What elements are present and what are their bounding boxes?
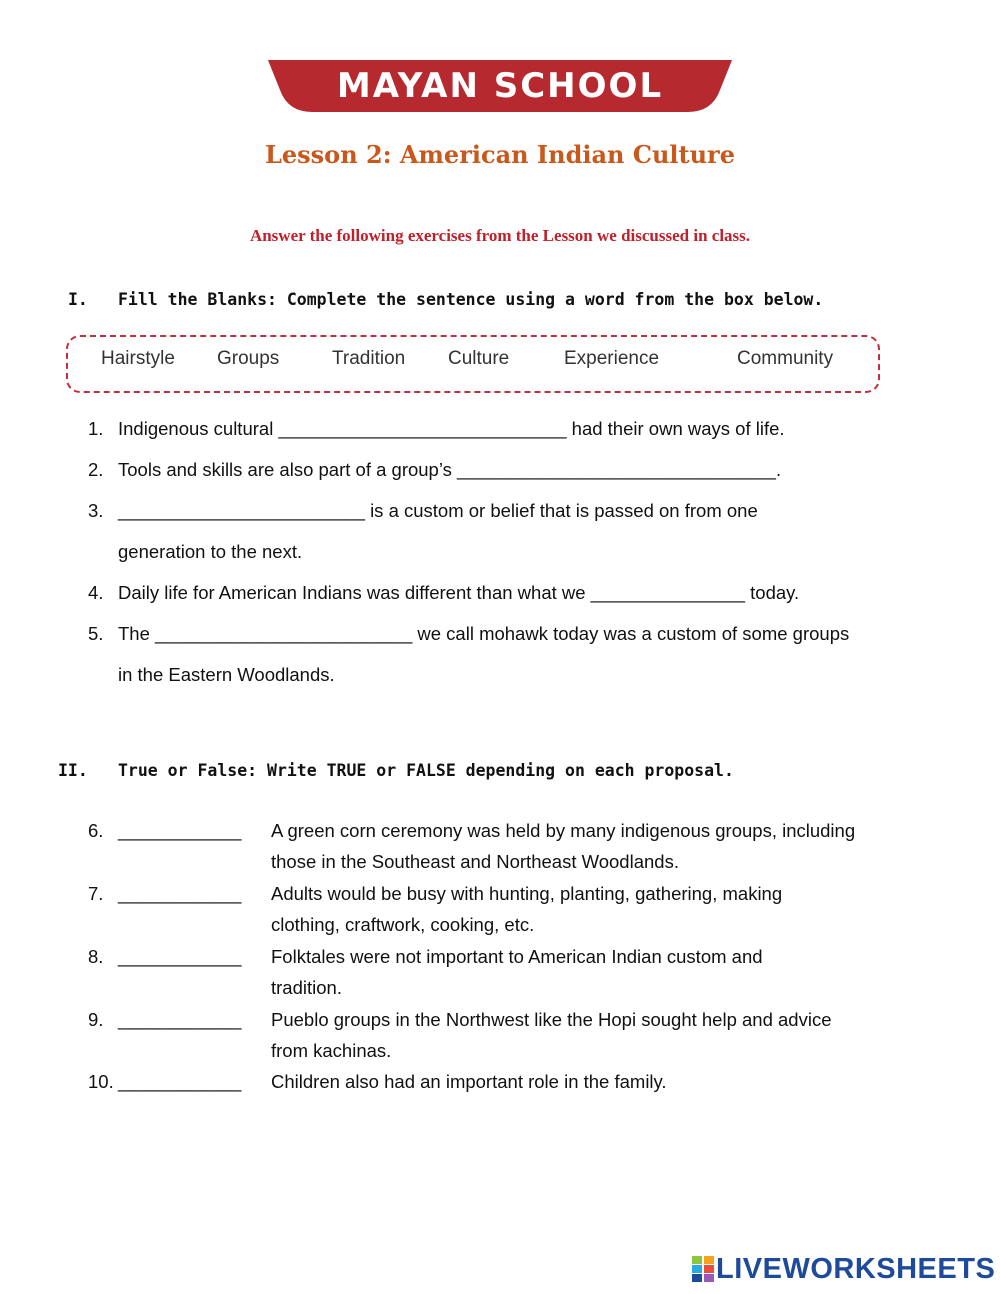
question-number: 10. (88, 1071, 114, 1092)
word-bank-item: Community (737, 348, 834, 369)
school-name: MAYAN SCHOOL (336, 66, 664, 106)
statement-9-text-cont: from kachinas. (271, 1040, 392, 1061)
answer-blank[interactable]: ____________ (118, 1071, 242, 1092)
lesson-title: Lesson 2: American Indian Culture (265, 140, 735, 169)
question-1-text[interactable]: Indigenous cultural ____________________________ had their own ways of life. (118, 418, 785, 439)
word-bank-item: Groups (217, 348, 280, 369)
statement-10-text: Children also had an important role in the family. (271, 1071, 667, 1092)
statement-9-text: Pueblo groups in the Northwest like the Hopi sought help and advice (271, 1009, 832, 1030)
question-3-text[interactable]: ________________________ is a custom or belief that is passed on from one (118, 500, 758, 521)
answer-blank[interactable]: ____________ (118, 883, 242, 904)
word-bank-item: Experience (564, 348, 660, 369)
statement-8-text-cont: tradition. (271, 977, 342, 998)
question-number: 1. (88, 418, 104, 439)
liveworksheets-logo-icon (692, 1256, 714, 1282)
question-number: 9. (88, 1009, 104, 1030)
word-bank-item: Culture (448, 348, 510, 369)
question-number: 2. (88, 459, 104, 480)
statement-8-text: Folktales were not important to American Indian custom and (271, 946, 763, 967)
question-number: 8. (88, 946, 104, 967)
section-1-numeral: I. (68, 290, 88, 309)
question-3-text-cont: generation to the next. (118, 541, 303, 562)
question-number: 5. (88, 623, 104, 644)
section-2-numeral: II. (58, 761, 88, 780)
liveworksheets-logo-text: LIVEWORKSHEETS (716, 1253, 996, 1285)
answer-blank[interactable]: ____________ (118, 820, 242, 841)
school-banner (268, 60, 732, 112)
statement-6-text-cont: those in the Southeast and Northeast Woodlands. (271, 851, 679, 872)
answer-blank[interactable]: ____________ (118, 946, 242, 967)
section-1-title: Fill the Blanks: Complete the sentence using a word from the box below. (118, 290, 824, 309)
question-5-text-cont: in the Eastern Woodlands. (118, 664, 335, 685)
question-number: 6. (88, 820, 104, 841)
question-number: 4. (88, 582, 104, 603)
question-2-text[interactable]: Tools and skills are also part of a group’s _______________________________. (118, 459, 782, 480)
question-5-text[interactable]: The _________________________ we call mohawk today was a custom of some groups (118, 623, 850, 644)
statement-7-text-cont: clothing, craftwork, cooking, etc. (271, 914, 535, 935)
statement-7-text: Adults would be busy with hunting, planting, gathering, making (271, 883, 783, 904)
statement-6-text: A green corn ceremony was held by many indigenous groups, including (271, 820, 856, 841)
question-4-text[interactable]: Daily life for American Indians was different than what we _______________ today. (118, 582, 800, 603)
answer-blank[interactable]: ____________ (118, 1009, 242, 1030)
question-number: 3. (88, 500, 104, 521)
question-number: 7. (88, 883, 104, 904)
section-2-title: True or False: Write TRUE or FALSE depending on each proposal. (118, 761, 734, 780)
word-bank-item: Tradition (332, 348, 406, 369)
instruction-text: Answer the following exercises from the Lesson we discussed in class. (249, 226, 751, 245)
word-bank-item: Hairstyle (101, 348, 175, 369)
